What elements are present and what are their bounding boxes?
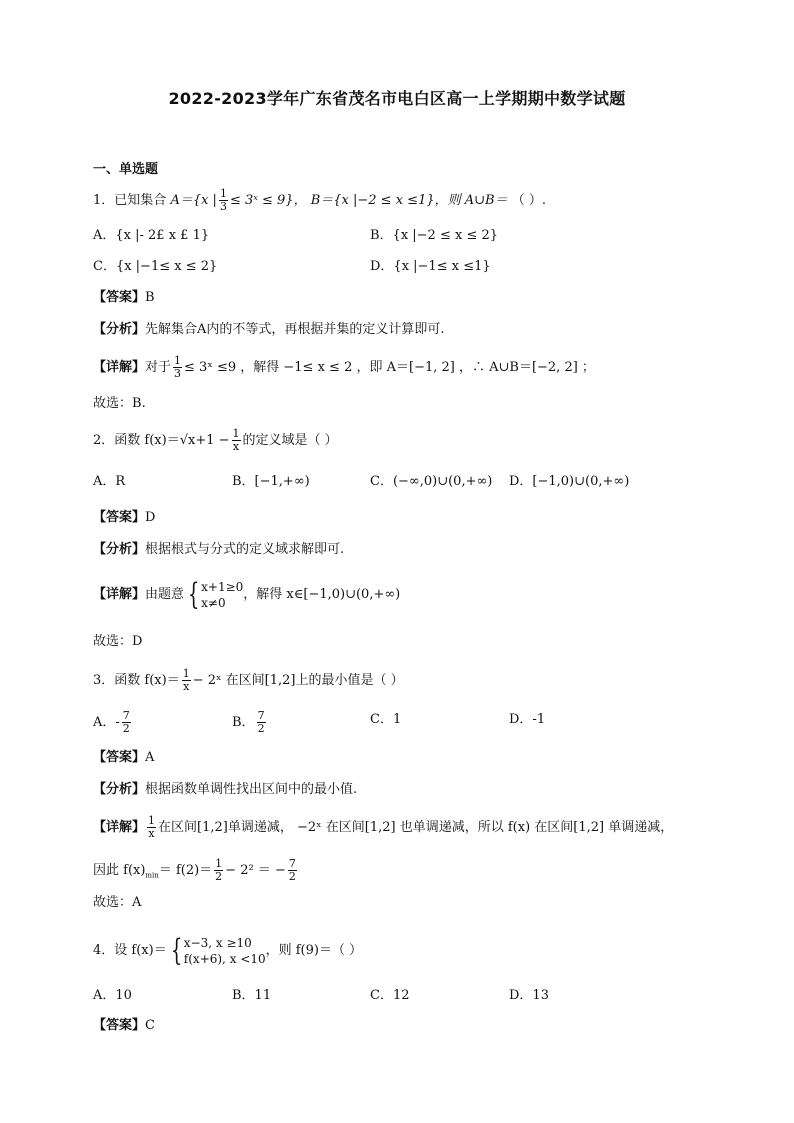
q2-option-d: D．[−1,0)∪(0,+∞) — [509, 474, 630, 489]
fraction: $\frac{1}{3}$ — [219, 187, 227, 213]
q1-option-b: B．{x |−2 ≤ x ≤ 2} — [370, 228, 499, 243]
brace-icon: { — [187, 576, 200, 612]
q2-option-a: A．R — [93, 474, 126, 489]
question-3-stem: 3．函数 f(x)＝ $\frac{1}{x}$ − 2ˣ 在区间[1,2]上的最小值是（ ） — [93, 667, 404, 693]
fraction: $\frac{1}{x}$ — [232, 427, 240, 453]
brace-icon: { — [170, 932, 182, 968]
q1-answer: 【答案】B — [93, 290, 155, 305]
q3-option-c: C．1 — [370, 712, 402, 727]
q2-detail: 【详解】由题意 { x+1≥0 x≠0 ，解得 x∈[−1,0)∪(0,+∞) — [93, 576, 401, 612]
q2-choose: 故选：D — [93, 634, 143, 649]
q3-detail-2: 因此 $f(x)_{min}= f(2)=$ $\frac{1}{2}$ − 2² ＝ − $\frac{7}{2}$ — [93, 857, 296, 883]
case-system: x+1≥0 x≠0 — [201, 579, 244, 610]
q2-option-c: C．(−∞,0)∪(0,+∞) — [370, 474, 493, 489]
q3-option-a: A．- $\frac{7}{2}$ — [93, 709, 130, 735]
section-heading: 一、单选题 — [93, 162, 159, 177]
q4-option-b: B．11 — [232, 988, 272, 1003]
q3-option-b: B． $\frac{7}{2}$ — [232, 709, 265, 735]
case-system: x−3, x ≥10 f(x+6), x <10 — [183, 935, 266, 966]
question-4-stem: 4．设 f(x)＝ { x−3, x ≥10 f(x+6), x <10 ，则 f(9)＝（ ） — [93, 932, 363, 968]
q3-choose: 故选：A — [93, 895, 142, 910]
q1-detail: 【详解】对于 $\frac{1}{3}$ ≤ 3ˣ ≤9 ，解得 −1≤ x ≤ 2 ，即 A＝[−1, 2] ，∴ A∪B＝[−2, 2] ； — [93, 354, 595, 380]
q4-option-d: D．13 — [509, 988, 549, 1003]
question-1-stem: 1．已知集合 A＝{x | $\frac{1}{3}$ ≤ 3ˣ ≤ 9}， B＝{x |−2 ≤ x ≤1}，则 A∪B＝ （ ）. — [93, 187, 546, 213]
fraction: $\frac{1}{x}$ — [182, 667, 190, 693]
q4-option-a: A．10 — [93, 988, 132, 1003]
q4-option-c: C．12 — [370, 988, 410, 1003]
q2-option-b: B．[−1,+∞) — [232, 474, 310, 489]
q2-answer: 【答案】D — [93, 510, 156, 525]
q1-option-d: D．{x |−1≤ x ≤1} — [370, 259, 491, 274]
fraction: $\frac{1}{3}$ — [174, 354, 182, 380]
q3-analysis: 【分析】根据函数单调性找出区间中的最小值. — [93, 782, 358, 797]
q4-answer: 【答案】C — [93, 1018, 155, 1033]
q1-option-a: A．{x |- 2£ x £ 1} — [93, 228, 210, 243]
q3-option-d: D．-1 — [509, 712, 546, 727]
q2-analysis: 【分析】根据根式与分式的定义域求解即可. — [93, 542, 345, 557]
q1-option-c: C．{x |−1≤ x ≤ 2} — [93, 259, 218, 274]
q3-answer: 【答案】A — [93, 750, 155, 765]
q3-detail-1: 【详解】 $\frac{1}{x}$ 在区间[1,2]单调递减， −2ˣ 在区间[1,2] 也单调递减，所以 f(x) 在区间[1,2] 单调递减， — [93, 814, 674, 840]
q1-choose: 故选：B. — [93, 396, 146, 411]
question-2-stem: 2．函数 f(x)＝√x+1 − $\frac{1}{x}$ 的定义域是（ ） — [93, 427, 338, 453]
q1-analysis: 【分析】先解集合A内的不等式，再根据并集的定义计算即可. — [93, 322, 445, 337]
page-title: 2022-2023学年广东省茂名市电白区高一上学期期中数学试题 — [168, 89, 626, 108]
